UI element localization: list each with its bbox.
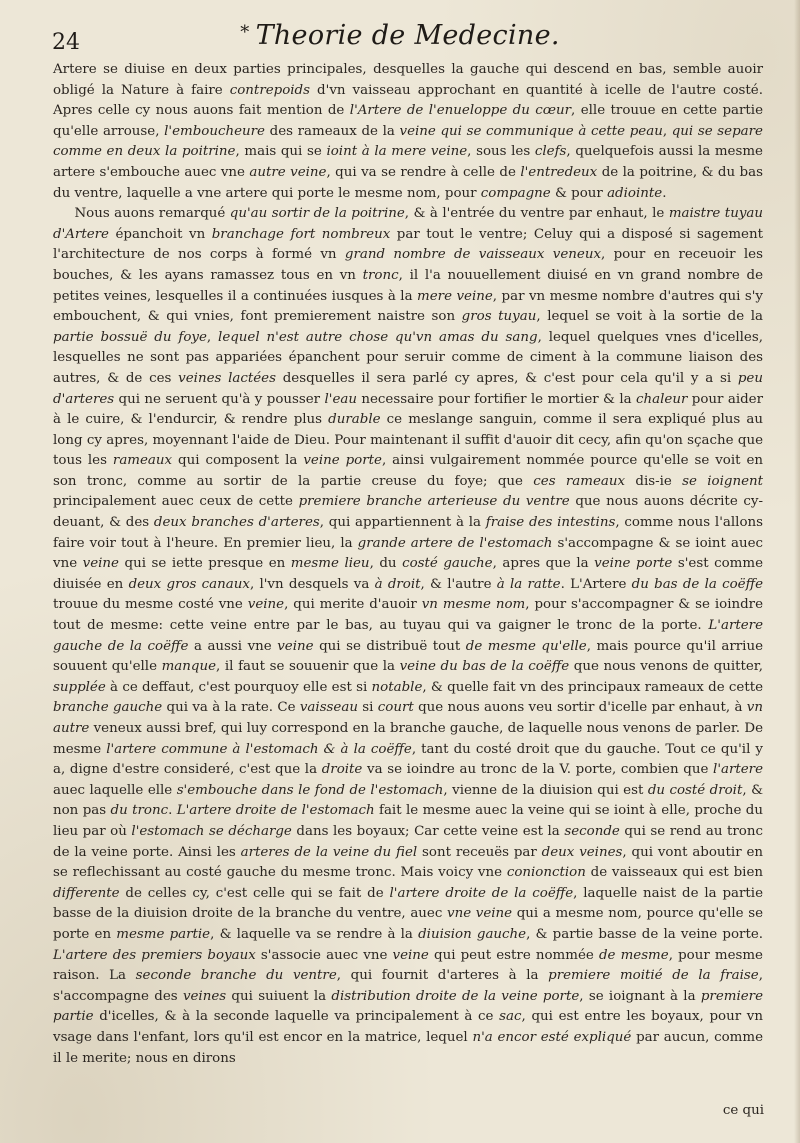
text-run: que nous auons veu sortir d'icelle par enhaut, à <box>413 700 747 716</box>
page-number: 24 <box>52 30 80 55</box>
text-run: necessaire pour fortifier le mortier & la <box>356 391 637 407</box>
text-run: & pour <box>550 185 608 201</box>
italic-phrase: de mesme qu'elle <box>465 638 587 654</box>
text-run: , elle trouue en cette partie qu'elle arrouse, <box>53 103 764 139</box>
text-run: par aucun, comme il le merite; nous en dirons <box>53 1029 764 1066</box>
italic-phrase: court <box>377 700 414 716</box>
text-run: s'est comme diuisée en <box>53 556 764 592</box>
italic-phrase: autre veine <box>249 164 327 180</box>
text-run: auec laquelle elle <box>53 782 177 798</box>
italic-phrase: notable <box>371 679 423 695</box>
italic-phrase: manque <box>161 659 217 675</box>
text-run: dis-ie <box>625 473 683 489</box>
text-run: , il l'a nouuellement diuisé en vn grand nombre de petites veines, lesquelles il a continuées iusques à la <box>53 267 763 304</box>
text-run: , comme nous l'allons faire voir tout à l'heure. En premier lieu, la <box>53 515 763 551</box>
italic-phrase: rameaux <box>112 453 173 469</box>
italic-phrase: sac <box>499 1009 522 1025</box>
text-run: Nous auons remarqué <box>74 206 230 222</box>
paragraph <box>53 60 763 204</box>
italic-phrase: à la ratte <box>496 576 561 592</box>
italic-phrase: L'artere droite de l'estomach <box>176 803 375 819</box>
italic-phrase: l'entredeux <box>520 164 598 180</box>
text-run: fait le mesme auec la veine qui se ioint à elle, proche du lieu par où <box>53 803 763 839</box>
paragraph <box>53 204 763 1069</box>
italic-phrase: fraise des intestins <box>485 515 616 531</box>
text-run: trouue du mesme costé vne <box>53 597 248 613</box>
text-run: s'accompagne & se ioint auec vne <box>53 535 764 572</box>
italic-phrase: veine porte <box>594 556 673 572</box>
text-run: si <box>357 700 378 716</box>
italic-phrase: seconde branche du ventre <box>135 968 337 984</box>
italic-phrase: l'artere droite de la coëffe <box>389 885 574 901</box>
text-run: , quelquefois aussi la mesme artere s'embouche auec vne <box>53 144 763 180</box>
italic-phrase: contrepoids <box>229 82 311 98</box>
italic-phrase: vaisseau <box>299 700 358 716</box>
text-run: qui va à la rate. Ce <box>162 700 300 716</box>
text-run: , & laquelle va se rendre à la <box>210 926 419 942</box>
italic-phrase: du tronc <box>110 803 169 819</box>
italic-phrase: L'artere des premiers boyaux <box>53 947 256 963</box>
text-run: qui peut estre nommée <box>428 947 599 963</box>
text-run: qui se iette presque en <box>118 556 291 572</box>
text-run: de la poitrine, & du bas du ventre, laquelle a vne artere qui porte le mesme nom, pour <box>53 164 763 201</box>
italic-phrase: mesme lieu <box>290 556 370 572</box>
italic-phrase: arteres de la veine du fiel <box>240 844 418 860</box>
italic-phrase: mesme partie <box>116 926 211 942</box>
italic-phrase: clefs <box>534 144 567 160</box>
text-run: a aussi vne <box>188 638 278 654</box>
italic-phrase: tronc <box>362 267 399 283</box>
text-run: à ce deffaut, c'est pourquoy elle est si <box>105 679 372 695</box>
text-run: , tant du costé droit que du gauche. Tout ce qu'il y a, digne d'estre consideré, c'est que la <box>53 741 764 778</box>
italic-phrase: veine <box>82 556 119 572</box>
italic-phrase: chaleur <box>636 391 688 407</box>
body-text <box>53 60 763 1069</box>
italic-phrase: l'artere commune à l'estomach & à la coëffe <box>106 741 412 757</box>
italic-phrase: gros tuyau <box>461 309 537 325</box>
text-run: que nous venons de quitter, <box>569 659 763 675</box>
italic-phrase: se ioignent <box>682 473 763 489</box>
italic-phrase: veine qui se communique à cette peau <box>399 123 663 139</box>
italic-phrase: compagne <box>480 185 551 201</box>
text-run: . <box>168 803 177 819</box>
italic-phrase: deux veines <box>541 844 623 860</box>
text-run: pour aider à le cuire, & l'endurcir, & rendre plus <box>53 391 764 428</box>
text-run: , & quelle fait vn des principaux rameaux de cette <box>422 679 764 695</box>
text-run: , pour s'accompagner & se ioindre tout de mesme: cette veine entre par le bas, au tuyau qui va gaigner le tronc de la porte. <box>53 597 764 634</box>
text-run: , pour en receuoir les bouches, & les ayans ramassez tous en vn <box>53 247 763 283</box>
text-run: sont receuës par <box>417 844 542 860</box>
text-run: , se ioignant à la <box>579 988 701 1004</box>
text-run: . L'Artere <box>560 576 632 592</box>
italic-phrase: veine <box>392 947 429 963</box>
text-run: , qui appartiennent à la <box>319 515 486 531</box>
text-run: , apres que la <box>492 556 595 572</box>
italic-phrase: n'a encor esté expliqué <box>472 1029 632 1045</box>
text-run: , qui merite d'auoir <box>284 597 422 613</box>
italic-phrase: du costé droit <box>647 782 743 798</box>
text-run: , <box>662 123 672 139</box>
italic-phrase: partie bossuë du foye <box>53 329 207 345</box>
text-run: , qui va se rendre à celle de <box>326 164 521 180</box>
italic-phrase: seconde <box>564 823 620 839</box>
text-run: , & non pas <box>53 782 763 819</box>
text-run: s'associe auec vne <box>255 947 393 963</box>
text-run: Artere se diuise en deux parties principales, desquelles la gauche qui descend en bas, semble auoir obligé la Nature à faire <box>53 62 763 98</box>
italic-phrase: diuision gauche <box>418 926 527 942</box>
text-run: , laquelle naist de la partie basse de la diuision droite de la branche du ventre, auec <box>53 885 763 922</box>
italic-phrase: ces rameaux <box>533 473 626 489</box>
text-run: qui a mesme nom, pource qu'elle se porte en <box>53 906 763 942</box>
italic-phrase: grande artere de l'estomach <box>357 535 553 551</box>
italic-phrase: supplée <box>53 679 106 695</box>
text-run: , par vn mesme nombre d'autres qui s'y embouchent, & qui vnies, font premierement naistre son <box>53 288 763 325</box>
text-run: , lequel se voit à la sortie de la <box>536 309 763 325</box>
italic-phrase: maistre tuyau d'Artere <box>53 206 763 242</box>
italic-phrase: vne veine <box>447 906 513 922</box>
italic-phrase: durable <box>328 412 381 428</box>
text-run: veneux aussi bref, qui luy correspond en la branche gauche, de laquelle nous venons de parler. De mesme <box>53 721 763 757</box>
text-run: . <box>662 185 667 201</box>
page-header <box>0 14 800 56</box>
italic-phrase: veine <box>277 638 314 654</box>
italic-phrase: mere veine <box>417 288 493 304</box>
text-run: qui se distribuë tout <box>313 638 466 654</box>
text-run: , & à l'entrée du ventre par enhaut, le <box>404 206 669 222</box>
italic-phrase: lequel n'est autre chose qu'vn amas du sang <box>218 329 538 345</box>
italic-phrase: ioint à la mere veine <box>326 144 468 160</box>
italic-phrase: peu d'arteres <box>53 370 763 407</box>
text-run: , sous les <box>467 144 535 160</box>
text-run: , & partie basse de la veine porte. <box>526 926 764 942</box>
italic-phrase: l'Artere de l'enueloppe du cœur <box>349 103 572 119</box>
italic-phrase: grand nombre de vaisseaux veneux <box>344 247 601 263</box>
text-run: qui composent la <box>172 453 304 469</box>
italic-phrase: vn mesme nom <box>421 597 526 613</box>
text-run: desquelles il sera parlé cy apres, & c'est pour cela qu'il y a si <box>275 370 738 386</box>
italic-phrase: L'artere gauche de la coëffe <box>53 618 763 654</box>
text-run: qui suiuent la <box>226 988 332 1004</box>
italic-phrase: premiere branche arterieuse du ventre <box>298 494 570 510</box>
text-run: , lequel quelques vnes d'icelles, lesquelles ne sont pas appariées épanchent pour seruir comme de ciment à la commune liaison des autres, & de ces <box>53 329 763 386</box>
text-run: d'icelles, & à la seconde laquelle va principalement à ce <box>93 1009 500 1025</box>
italic-phrase: s'embouche dans le fond de l'estomach <box>176 782 444 798</box>
text-run: , qui fournit d'arteres à la <box>336 968 549 984</box>
text-run: épanchoit vn <box>108 226 212 242</box>
text-run: , <box>206 329 219 345</box>
italic-phrase: qui se separe comme en deux la poitrine <box>53 123 763 160</box>
text-run: des rameaux de la <box>264 123 400 139</box>
italic-phrase: vn autre <box>53 700 763 736</box>
text-run: dans les boyaux; Car cette veine est la <box>291 823 565 839</box>
text-run: , qui vont aboutir en se reflechissant au costé gauche du mesme tronc. Mais voicy vne <box>53 844 764 881</box>
text-run: principalement auec ceux de cette <box>53 494 299 510</box>
italic-phrase: veines <box>182 988 227 1004</box>
italic-phrase: differente <box>53 885 120 901</box>
italic-phrase: adiointe <box>607 185 663 201</box>
text-run: , du <box>369 556 403 572</box>
italic-phrase: premiere partie <box>53 988 763 1025</box>
italic-phrase: l'artere <box>713 762 764 778</box>
italic-phrase: deux gros canaux <box>128 576 250 592</box>
italic-phrase: droite <box>321 762 363 778</box>
italic-phrase: conionction <box>506 865 586 881</box>
text-run: , mais qui se <box>235 144 327 160</box>
signature-asterisk: * <box>240 22 250 43</box>
italic-phrase: l'emboucheure <box>164 123 265 139</box>
text-run: qui ne seruent qu'à y pousser <box>114 391 325 407</box>
italic-phrase: de mesme <box>598 947 669 963</box>
text-run: d'vn vaisseau approchant en quantité à icelle de l'autre costé. Apres celle cy nous auons fait mention de <box>53 82 763 119</box>
text-run: , s'accompagne des <box>53 968 763 1004</box>
text-run: , ainsi vulgairement nommée pource qu'elle se voit en son tronc, comme au sortir de la partie creuse du foye; que <box>53 453 764 489</box>
italic-phrase: veine porte <box>303 453 382 469</box>
italic-phrase: l'estomach se décharge <box>131 823 292 839</box>
text-run: de vaisseaux qui est bien <box>585 865 763 881</box>
page-edge-shadow <box>794 0 800 1143</box>
text-run: qui se rend au tronc de la veine porte. Ainsi les <box>53 823 763 860</box>
catchword: ce qui <box>722 1103 764 1118</box>
text-run: de celles cy, c'est celle qui se fait de <box>119 885 390 901</box>
italic-phrase: distribution droite de la veine porte <box>331 988 580 1004</box>
text-run: va se ioindre au tronc de la V. porte, combien que <box>362 762 714 778</box>
text-run: , l'vn desquels va <box>249 576 375 592</box>
text-run: , pour mesme raison. La <box>53 947 763 984</box>
text-run: , vienne de la diuision qui est <box>443 782 648 798</box>
italic-phrase: veine du bas de la coëffe <box>399 659 570 675</box>
italic-phrase: veine <box>247 597 285 613</box>
text-run: , il faut se souuenir que la <box>216 659 400 675</box>
running-title-text: Theorie de Medecine. <box>255 20 560 51</box>
text-run: que nous auons décrite cy-deuant, & des <box>53 494 763 531</box>
italic-phrase: du bas de la coëffe <box>631 576 763 592</box>
italic-phrase: costé gauche <box>402 556 493 572</box>
italic-phrase: deux branches d'arteres <box>153 515 320 531</box>
text-run: , mais pource qu'il arriue souuent qu'elle <box>53 638 763 675</box>
italic-phrase: veines lactées <box>178 370 276 386</box>
italic-phrase: qu'au sortir de la poitrine <box>229 206 405 222</box>
running-title <box>0 20 800 51</box>
text-run: , qui est entre les boyaux, pour vn vsage dans l'enfant, lors qu'il est encor en la matrice, lequel <box>53 1009 763 1045</box>
text-run: ce meslange sanguin, comme il sera expliqué plus au long cy apres, moyennant l'aide de Dieu. Pour maintenant il suffit d'auoir dit cecy, afin qu'on sçache que tous les <box>53 412 763 469</box>
italic-phrase: branche gauche <box>53 700 163 716</box>
italic-phrase: premiere moitié de la fraise <box>548 968 759 984</box>
text-run: , & l'autre <box>420 576 497 592</box>
italic-phrase: branchage fort nombreux <box>211 226 391 242</box>
italic-phrase: l'eau <box>324 391 357 407</box>
text-run: par tout le ventre; Celuy qui a disposé si sagement l'architecture de nos corps à formé vn <box>53 226 763 263</box>
italic-phrase: à droit <box>374 576 421 592</box>
